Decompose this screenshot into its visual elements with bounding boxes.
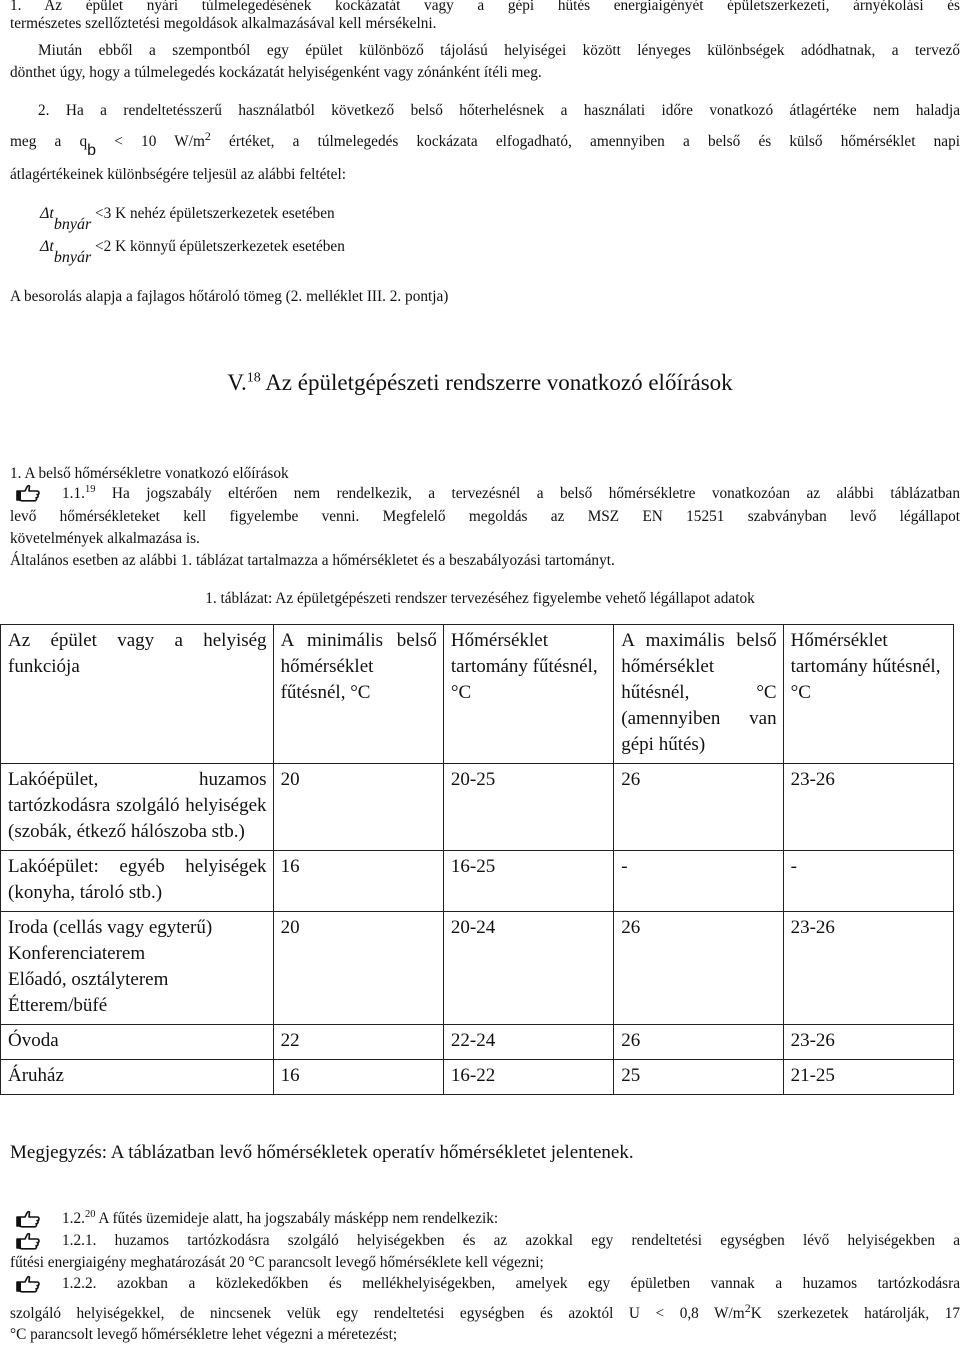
header-min-heating: A minimális belső hőmérséklet fűtésnél, °C <box>273 625 443 764</box>
pointing-hand-icon <box>16 1275 40 1293</box>
cell-max-cooling: 26 <box>614 1025 783 1060</box>
cell-function: Áruház <box>1 1060 274 1095</box>
cell-min-heating: 16 <box>273 851 443 912</box>
header-range-heating: Hőmérséklet tartomány fűtésnél, °C <box>443 625 613 764</box>
table-caption: 1. táblázat: Az épületgépészeti rendszer tervezéséhez figyelembe vehető légállapot adatok <box>205 590 755 607</box>
cell-function: Lakóépület: egyéb helyiségek (konyha, tároló stb.) <box>1 851 274 912</box>
table-header-row <box>1 625 954 764</box>
cell-range-cooling: - <box>783 851 953 912</box>
para-1-1-line-1: 1.1.19 Ha jogszabály eltérően nem rendelkezik, a tervezésnél a belső hőmérsékletre vonatkozóan az alábbi táblázatban <box>62 483 960 502</box>
header-max-cooling: A maximális belső hőmérséklet hűtésnél, °C (amennyiben van gépi hűtés) <box>614 625 783 764</box>
cell-range-cooling: 23-26 <box>783 912 953 1025</box>
point2-line-2: meg a qb < 10 $W/m^2$ értéket, a túlmelegedés kockázata elfogadható, amennyiben a belső és külső hőmérséklet napi <box>10 128 960 159</box>
cell-function: Óvoda <box>1 1025 274 1060</box>
para-1-2-1-line-1: 1.2.1. huzamos tartózkodásra szolgáló helyiségekben és az azokkal egy rendeltetési egységben lévő helyiségekben a <box>62 1232 960 1249</box>
function-line: Étterem/büfé <box>8 995 108 1016</box>
para-1-2-1-line-2: fűtési energiaigény meghatározását 20 °C parancsolt levegő hőmérséklete kell végezni; <box>10 1254 544 1271</box>
intro-para2-line-1: Miután ebből a szempontból egy épület különböző tájolású helyiségei között lényeges különbségek adódhatnak, a tervező <box>38 42 960 59</box>
cell-max-cooling: 26 <box>614 912 783 1025</box>
table-row <box>1 851 954 912</box>
para-1-2-2-line-3: °C parancsolt levegő hőmérsékletre lehet végezni a méretezést; <box>10 1326 398 1343</box>
table-row <box>1 912 954 1025</box>
cell-range-heating: 20-24 <box>443 912 613 1025</box>
cell-function: Lakóépület, huzamos tartózkodásra szolgáló helyiségek (szobák, étkező hálószoba stb.) <box>1 764 274 851</box>
function-line: Konferenciaterem <box>8 943 146 964</box>
cell-min-heating: 20 <box>273 764 443 851</box>
cell-range-cooling: 21-25 <box>783 1060 953 1095</box>
cell-range-heating: 16-22 <box>443 1060 613 1095</box>
condition-heavy: Δtbnyár <3 K nehéz épületszerkezetek esetében <box>40 205 335 233</box>
cell-range-heating: 20-25 <box>443 764 613 851</box>
pointing-hand-icon <box>16 1232 40 1250</box>
table-note: Megjegyzés: A táblázatban levő hőmérsékletek operatív hőmérsékletet jelentenek. <box>10 1142 634 1163</box>
cell-range-heating: 22-24 <box>443 1025 613 1060</box>
intro-para2-line-2: dönthet úgy, hogy a túlmelegedés kockázatát helyiségenként vagy zónánként ítéli meg. <box>10 64 542 81</box>
cell-range-heating: 16-25 <box>443 851 613 912</box>
function-line: Előadó, osztályterem <box>8 969 169 990</box>
cell-min-heating: 16 <box>273 1060 443 1095</box>
header-range-cooling: Hőmérséklet tartomány hűtésnél, °C <box>783 625 953 764</box>
cell-max-cooling: - <box>614 851 783 912</box>
intro-line-2: természetes szellőztetési megoldások alkalmazásával kell mérsékelni. <box>10 15 437 32</box>
cell-max-cooling: 26 <box>614 764 783 851</box>
para-1-2-2-line-2: szolgáló helyiségekkel, de nincsenek velük egy rendeltetési egységben és azoktól U < 0,8 $W/m^2K$ szerkezetek határolják, 17 <box>10 1300 960 1322</box>
cell-min-heating: 20 <box>273 912 443 1025</box>
point2-line-3: átlagértékeinek különbségére teljesül az alábbi feltétel: <box>10 166 346 183</box>
para-1-2-2-line-1: 1.2.2. azokban a közlekedőkben és mellékhelyiségekben, amelyek egy épületben vannak a huzamos tartózkodásra <box>62 1275 960 1292</box>
cell-range-cooling: 23-26 <box>783 764 953 851</box>
table-row <box>1 1060 954 1095</box>
cell-max-cooling: 25 <box>614 1060 783 1095</box>
cell-function <box>1 912 274 1025</box>
point2-line-1: 2. Ha a rendeltetésszerű használatból következő belső hőterhelésnek a használati időre vonatkozó átlagértéke nem haladja <box>38 102 960 119</box>
table-row <box>1 1025 954 1060</box>
section-1-title: 1. A belső hőmérsékletre vonatkozó előírások <box>10 465 289 482</box>
pointing-hand-icon <box>16 1210 40 1228</box>
para-1-2: 1.2.20 A fűtés üzemideje alatt, ha jogszabály másképp nem rendelkezik: <box>62 1208 499 1227</box>
header-function: Az épület vagy a helyiség funkciója <box>1 625 274 764</box>
temperature-table <box>0 624 954 1095</box>
para-1-1-line-3: követelmények alkalmazása is. <box>10 530 200 547</box>
pointing-hand-icon <box>16 484 40 502</box>
condition-light: Δtbnyár <2 K könnyű épületszerkezetek esetében <box>40 238 345 266</box>
para-1-1-line-4: Általános esetben az alábbi 1. táblázat tartalmazza a hőmérsékletet és a beszabályozási tartományt. <box>10 552 615 569</box>
section-heading: V.$^{18}$ Az épületgépészeti rendszerre vonatkozó előírások <box>227 370 733 395</box>
para-1-1-line-2: levő hőmérsékleteket kell figyelembe venni. Megfelelő megoldás az MSZ EN 15251 szabványban levő légállapot <box>10 508 960 525</box>
cell-min-heating: 22 <box>273 1025 443 1060</box>
table-row <box>1 764 954 851</box>
intro-line-1: 1. Az épület nyári túlmelegedésének kockázatát vagy a gépi hűtés energiaigényét épületszerkezeti, árnyékolási és <box>10 0 960 14</box>
function-line: Iroda (cellás vagy egyterű) <box>8 917 213 938</box>
cell-range-cooling: 23-26 <box>783 1025 953 1060</box>
classification-note: A besorolás alapja a fajlagos hőtároló tömeg (2. melléklet III. 2. pontja) <box>10 288 449 305</box>
